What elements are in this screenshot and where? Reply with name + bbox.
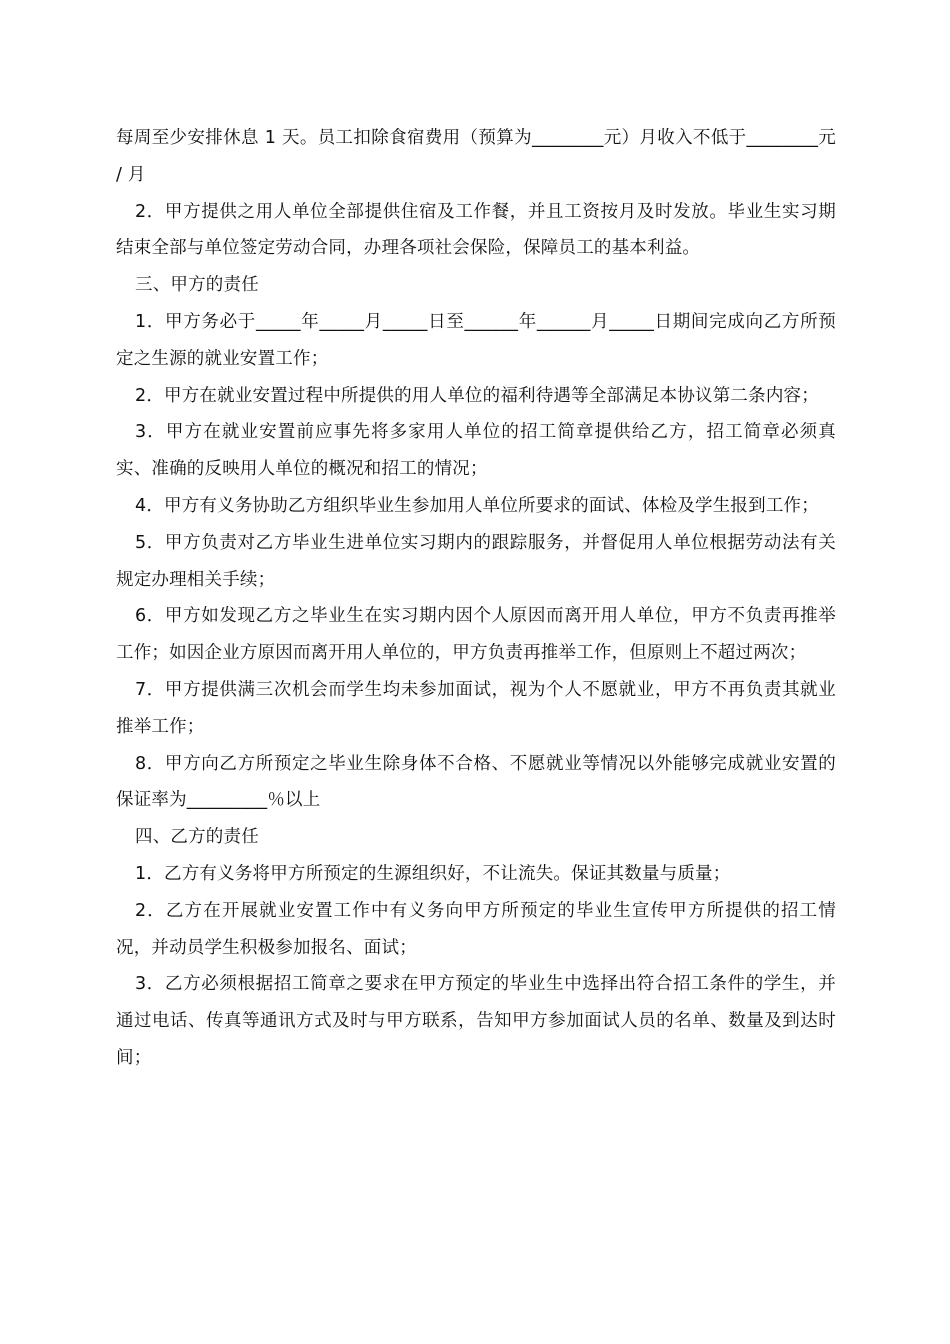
paragraph-b3: 3．乙方必须根据招工简章之要求在甲方预定的毕业生中选择出符合招工条件的学生，并通过电话、传真等通讯方式及时与甲方联系，告知甲方参加面试人员的名单、数量及到达时间； xyxy=(116,974,836,1068)
paragraph-a1: 1．甲方务必于_____年_____月_____日至______年______月_____日期间完成向乙方所预定之生源的就业安置工作； xyxy=(116,311,836,369)
paragraph-a7: 7．甲方提供满三次机会而学生均未参加面试，视为个人不愿就业，甲方不再负责其就业推举工作； xyxy=(116,679,836,737)
paragraph-b1: 1．乙方有义务将甲方所预定的生源组织好，不让流失。保证其数量与质量； xyxy=(135,863,731,884)
paragraph-a4: 4．甲方有义务协助乙方组织毕业生参加用人单位所要求的面试、体检及学生报到工作； xyxy=(135,495,819,516)
paragraph-2-accommodation: 2．甲方提供之用人单位全部提供住宿及工作餐，并且工资按月及时发放。毕业生实习期结束全部与单位签定劳动合同，办理各项社会保险，保障员工的基本利益。 xyxy=(116,201,836,259)
section-heading-party-b: 四、乙方的责任 xyxy=(135,827,259,848)
paragraph-a5: 5．甲方负责对乙方毕业生进单位实习期内的跟踪服务，并督促用人单位根据劳动法有关规定办理相关手续； xyxy=(116,532,836,590)
section-heading-party-a: 三、甲方的责任 xyxy=(135,275,259,296)
document-body xyxy=(116,120,836,1077)
paragraph-rest-days: 每周至少安排休息 1 天。员工扣除食宿费用（预算为________元）月收入不低于________元 / 月 xyxy=(116,128,836,185)
paragraph-a8: 8．甲方向乙方所预定之毕业生除身体不合格、不愿就业等情况以外能够完成就业安置的保证率为_________％以上 xyxy=(116,753,836,811)
paragraph-b2: 2．乙方在开展就业安置工作中有义务向甲方所预定的毕业生宣传甲方所提供的招工情况，并动员学生积极参加报名、面试； xyxy=(116,900,836,958)
paragraph-a2: 2．甲方在就业安置过程中所提供的用人单位的福利待遇等全部满足本协议第二条内容； xyxy=(135,385,819,406)
paragraph-a3: 3．甲方在就业安置前应事先将多家用人单位的招工简章提供给乙方，招工简章必须真实、准确的反映用人单位的概况和招工的情况； xyxy=(116,422,836,480)
paragraph-a6: 6．甲方如发现乙方之毕业生在实习期内因个人原因而离开用人单位，甲方不负责再推举工作；如因企业方原因而离开用人单位的，甲方负责再推举工作，但原则上不超过两次； xyxy=(116,606,836,664)
